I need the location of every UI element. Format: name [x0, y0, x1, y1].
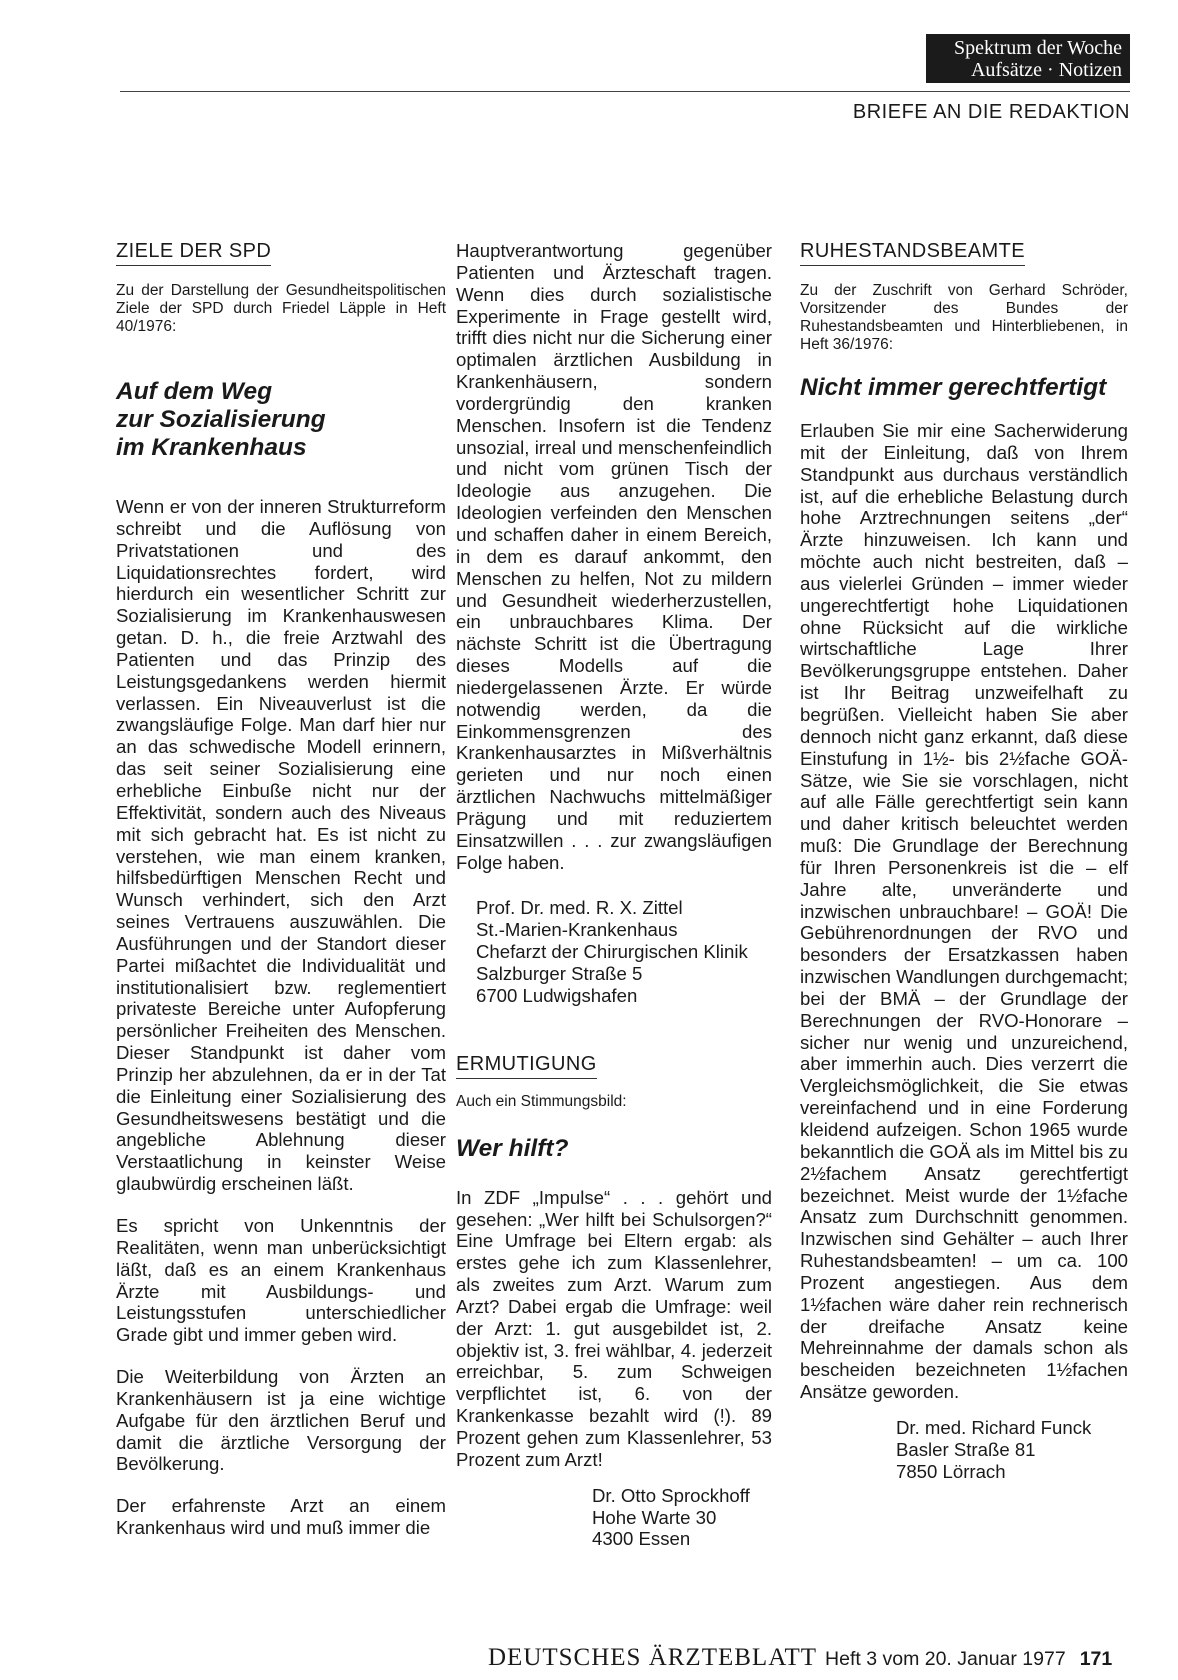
letter1-paragraph-2: Es spricht von Unkenntnis der Realitäten, wenn man unberücksichtigt läßt, daß es an einem Krankenhaus Ärzte mit Ausbildungs- und Leistungsstufen unterschiedlicher Grade gibt und immer geben wird.	[116, 1215, 446, 1346]
section-badge	[926, 34, 1130, 83]
column-2	[456, 240, 772, 1550]
page-footer	[488, 1644, 1112, 1672]
letter1-headline-line-2: zur Sozialisierung	[116, 406, 326, 433]
page-number: 171	[1079, 1648, 1113, 1670]
header-rule	[120, 91, 1130, 92]
letter3-signature-name: Dr. med. Richard Funck	[896, 1416, 1092, 1438]
letter1-paragraph-5: Hauptverantwortung gegenüber Patienten und Ärzteschaft tragen. Wenn dies durch sozialistische Experimente in Frage gestellt wird, trifft dies nicht nur die Sicherung einer optimalen ärztlichen Ausbildung in Krankenhäusern, sondern vordergründig den kranken Menschen. Insofern ist die Tendenz unsozial, irreal und menschenfeindlich und nicht vom grünen Tisch der Ideologie aus anzugehen. Die Ideologien verfeinden den Menschen und schaffen daher in einem Bereich, in dem es darauf ankommt, den Menschen zu helfen, Not zu mildern und Gesundheit wiederherzustellen, ein unbrauchbares Klima. Der nächste Schritt ist die Übertragung dieses Modells auf die niedergelassenen Ärzte. Er würde notwendig werden, da die Einkommensgrenzen des Krankenhausarztes in Mißverhältnis gerieten und nur noch einen ärztlichen Nachwuchs mittelmäßiger Prägung und mit reduziertem Einsatzwillen . . . zur zwangsläufigen Folge haben.	[456, 240, 772, 873]
letter1-headline-line-3: im Krankenhaus	[116, 434, 307, 461]
letter3-signature-line-3: 7850 Lörrach	[896, 1460, 1006, 1482]
letter2-signature-line-3: 4300 Essen	[592, 1528, 691, 1550]
letter1-intro: Zu der Darstellung der Gesundheitspolitischen Ziele der SPD durch Friedel Läpple in Heft 40/1976:	[116, 282, 446, 335]
letter2-rubric: ERMUTIGUNG	[456, 1053, 597, 1079]
issue-info: Heft 3 vom 20. Januar 1977	[825, 1648, 1066, 1670]
letter1-signature-name: Prof. Dr. med. R. X. Zittel	[476, 897, 683, 919]
letter3-paragraph-1: Erlauben Sie mir eine Sacherwiderung mit der Einleitung, daß von Ihrem Standpunkt aus durchaus verständlich ist, auf die erhebliche Belastung durch hohe Arztrechnungen seitens „der“ Ärzte hinzuweisen. Ich kann und möchte auch nicht bestreiten, daß – aus vielerlei Gründen – immer wieder ungerechtfertigt hohe Liquidationen ohne Rücksicht auf die wirkliche wirtschaftliche Lage Ihrer Bevölkerungsgruppe entstehen. Daher ist Ihr Beitrag unzweifelhaft zu begrüßen. Vielleicht haben Sie aber dennoch nicht ganz erkannt, daß diese Einstufung in 1½- bis 2½fache GOÄ-Sätze, wie Sie sie vorschlagen, nicht auf alle Fälle gerechtfertigt sein kann und daher kritisch beleuchtet werden muß: Die Grundlage der Berechnung für Ihren Personenkreis ist die – elf Jahre alte, unveränderte und inzwischen unbrauchbare! – GOÄ! Die Gebührenordnungen der RVO und besonders der Ersatzkassen haben inzwischen Wandlungen durchgemacht; bei der BMÄ – der Grundlage der Berechnungen der RVO-Honorare – sicher nur wenig und unzureichend, aber immerhin auch. Dies verzerrt die Vergleichsmöglichkeit, die Sie etwas vereinfachend und in eine Forderung kleidend aufzeigen. Schon 1965 wurde bekanntlich die GOÄ als im Mittel bis zu 2½fachem Ansatz gerechtfertigt bezeichnet. Meist wurde der 1½fache Ansatz zum Durchschnitt genommen. Inzwischen sind Gehälter – auch Ihrer Ruhestandsbeamten! – um ca. 100 Prozent angestiegen. Aus dem 1½fachen wäre daher rein rechnerisch der dreifache Ansatz keine Mehreinnahme der damals schon als bescheiden bezeichneten 1½fachen Ansätze geworden.	[800, 420, 1128, 1403]
letter1-rubric: ZIELE DER SPD	[116, 240, 271, 266]
letter1-signature-line-2: St.-Marien-Krankenhaus	[476, 919, 678, 941]
letter1-paragraph-1: Wenn er von der inneren Strukturreform schreibt und die Auflösung von Privatstationen und des Liquidationsrechtes fordert, wird hierdurch ein wesentlicher Schritt zur Sozialisierung im Krankenhauswesen getan. D. h., die freie Arztwahl des Patienten und das Prinzip des Leistungsgedankens werden hiermit verlassen. Ein Niveauverlust ist die zwangsläufige Folge. Man darf hier nur an das schwedische Modell erinnern, das seit seiner Sozialisierung eine erhebliche Einbuße nicht nur der Effektivität, sondern auch des Niveaus mit sich gebracht hat. Es ist nicht zu verstehen, wie man einem kranken, hilfsbedürftigen Menschen Recht und Wunsch verhindert, sich den Arzt seines Vertrauens auszuwählen. Die Ausführungen und der Standort dieser Partei mißachtet die Individualität und institutionalisiert bzw. reglementiert privateste Bereiche unter Aufopferung persönlicher Freiheiten des Menschen. Dieser Standpunkt ist daher vom Prinzip her abzulehnen, da er in der Tat die Einleitung einer Sozialisierung des Gesundheitswesens bestätigt und die angebliche Ablehnung dieser Verstaatlichung in keinster Weise glaubwürdig erscheinen läßt.	[116, 496, 446, 1195]
letter1-signature	[476, 897, 772, 1006]
letter1-signature-line-4: Salzburger Straße 5	[476, 963, 643, 984]
letter1-signature-line-5: 6700 Ludwigshafen	[476, 984, 638, 1006]
letter2-signature	[592, 1485, 772, 1551]
letter2-headline: Wer hilft?	[456, 1134, 569, 1162]
letter3-signature-line-2: Basler Straße 81	[896, 1438, 1036, 1460]
section-title: BRIEFE AN DIE REDAKTION	[852, 101, 1130, 123]
letter1-paragraph-3: Die Weiterbildung von Ärzten an Krankenhäusern ist ja eine wichtige Aufgabe für den ärztlichen Beruf und damit die ärztliche Versorgung der Bevölkerung.	[116, 1366, 446, 1475]
letter2-signature-line-2: Hohe Warte 30	[592, 1506, 717, 1528]
letter2-paragraph-1: In ZDF „Impulse“ . . . gehört und gesehen: „Wer hilft bei Schulsorgen?“ Eine Umfrage bei Eltern ergab: als erstes gehe ich zum Klassenlehrer, als zweites zum Arzt. Warum zum Arzt? Dabei ergab die Umfrage: weil der Arzt: 1. gut ausgebildet ist, 2. objektiv ist, 3. frei wählbar, 4. jederzeit erreichbar, 5. zum Schweigen verpflichtet ist, 6. von der Krankenkasse bezahlt wird (!). 89 Prozent gehen zum Klassenlehrer, 53 Prozent zum Arzt!	[456, 1186, 772, 1470]
letter3-intro: Zu der Zuschrift von Gerhard Schröder, Vorsitzender des Bundes der Ruhestandsbeamten und Hinterbliebenen, in Heft 36/1976:	[800, 282, 1128, 353]
badge-line-2: Aufsätze · Notizen	[970, 59, 1122, 81]
letter2-intro: Auch ein Stimmungsbild:	[456, 1092, 627, 1110]
letter3-rubric: RUHESTANDSBEAMTE	[800, 240, 1025, 266]
letter2-signature-name: Dr. Otto Sprockhoff	[592, 1484, 750, 1506]
letter1-paragraph-4: Der erfahrenste Arzt an einem Krankenhaus wird und muß immer die	[116, 1495, 446, 1539]
column-3	[800, 240, 1128, 1483]
publication-name: DEUTSCHES ÄRZTEBLATT	[488, 1644, 818, 1671]
letter1-signature-line-3: Chefarzt der Chirurgischen Klinik	[476, 941, 748, 963]
letter3-signature	[896, 1417, 1128, 1483]
badge-line-1: Spektrum der Woche	[954, 37, 1122, 59]
column-1	[116, 240, 446, 1539]
letter1-headline	[116, 378, 446, 462]
letter1-headline-line-1: Auf dem Weg	[116, 378, 273, 405]
letter3-headline: Nicht immer gerechtfertigt	[800, 374, 1107, 401]
